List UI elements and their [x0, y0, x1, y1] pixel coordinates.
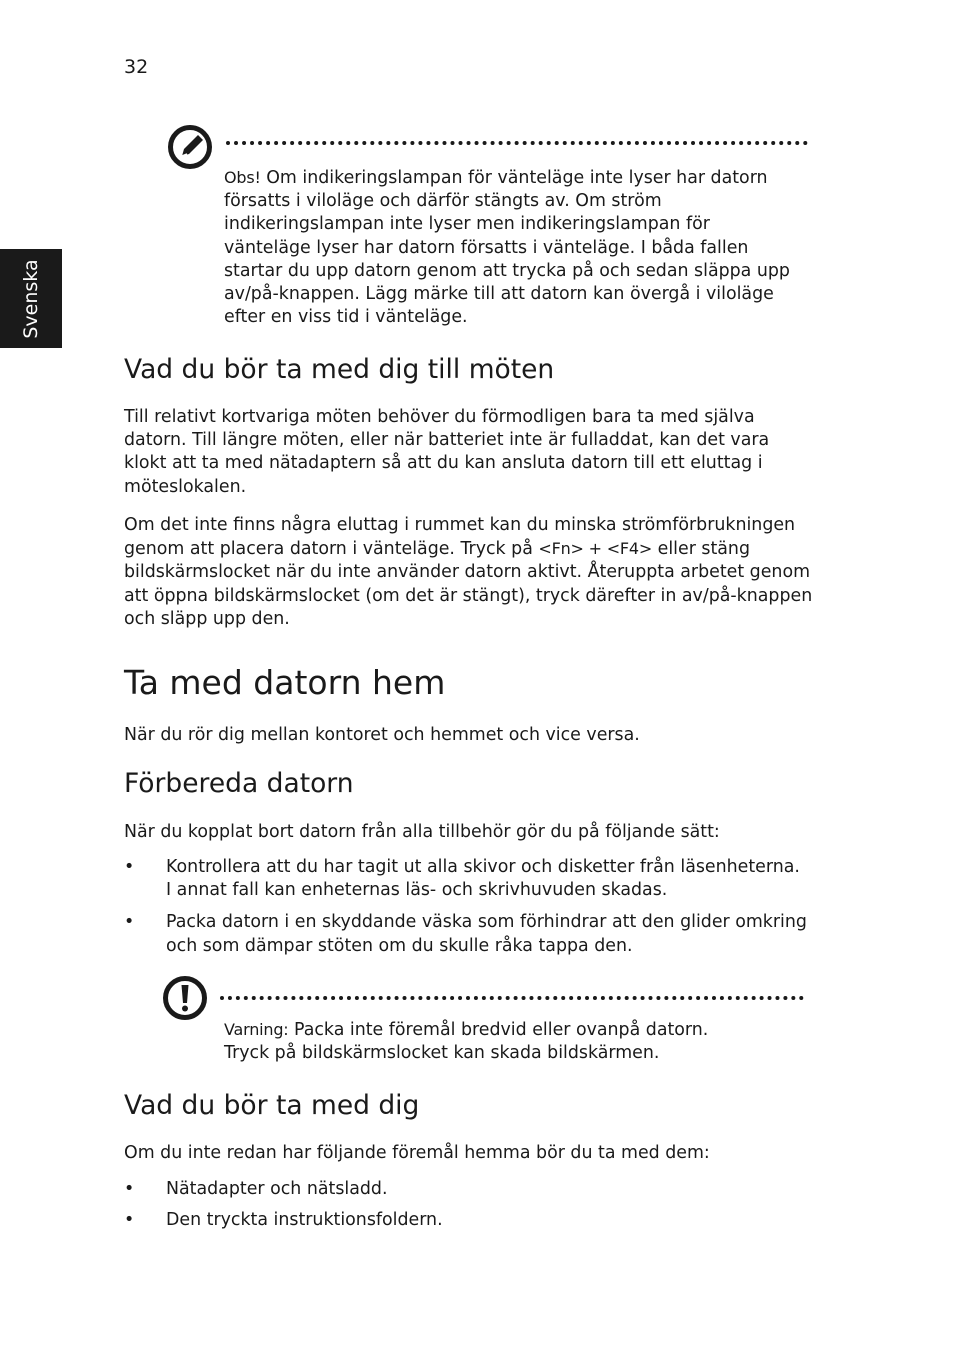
text-line: Till relativt kortvariga möten behöver du förmodligen bara ta med själva: [124, 407, 755, 427]
pen-note-icon: [167, 124, 213, 170]
note-line: Obs! Om indikeringslampan för vänteläge inte lyser har datorn: [224, 168, 768, 188]
section-heading-meetings: Vad du bör ta med dig till möten: [124, 354, 555, 385]
chapter-intro: När du rör dig mellan kontoret och hemmet och vice versa.: [124, 725, 640, 745]
paragraph: [124, 514, 844, 631]
side-tab-label: Svenska: [20, 258, 42, 339]
bullet-list: [124, 856, 844, 958]
note-divider: [226, 141, 808, 145]
list-item-line: Den tryckta instruktionsfoldern.: [166, 1210, 443, 1231]
page-number: 32: [124, 56, 149, 78]
language-side-tab: [0, 249, 62, 348]
bullet-icon: •: [124, 1179, 135, 1199]
note-line: startar du upp datorn genom att trycka på och sedan släppa upp: [224, 260, 790, 281]
list-item-line: I annat fall kan enheternas läs- och skrivhuvuden skadas.: [166, 880, 668, 901]
list-item: [124, 911, 844, 957]
warning-label: Varning:: [224, 1020, 289, 1039]
note-line: försatts i viloläge och därför stängts av. Om ström: [224, 191, 662, 212]
chapter-title: Ta med datorn hem: [124, 663, 446, 702]
bullet-icon: •: [124, 1210, 135, 1231]
note-box: [224, 166, 824, 329]
note-label: Obs!: [224, 168, 261, 187]
text-line: datorn. Till längre möten, eller när batteriet inte är fulladdat, kan det vara: [124, 430, 770, 451]
text-line: bildskärmslocket när du inte använder datorn aktivt. Återuppta arbetet genom: [124, 562, 811, 583]
exclamation-warning-icon: [162, 975, 208, 1021]
list-item-line: och som dämpar stöten om du skulle råka tappa den.: [166, 935, 633, 956]
section-intro: Om du inte redan har följande föremål hemma bör du ta med dem:: [124, 1143, 710, 1163]
note-line: vänteläge lyser har datorn försatts i vänteläge. I båda fallen: [224, 237, 749, 258]
bullet-icon: •: [124, 912, 135, 933]
warning-line: Varning: Packa inte föremål bredvid eller ovanpå datorn.: [224, 1020, 709, 1040]
text-line: och släpp upp den.: [124, 608, 290, 629]
text-line: klokt att ta med nätadaptern så att du kan ansluta datorn till ett eluttag i: [124, 453, 763, 474]
list-item: [124, 1178, 844, 1201]
bullet-list: [124, 1178, 844, 1232]
section-heading-prepare: Förbereda datorn: [124, 768, 354, 799]
list-item-line: Nätadapter och nätsladd.: [166, 1179, 388, 1199]
key-combo: <Fn> + <F4>: [538, 539, 653, 559]
bullet-icon: •: [124, 857, 135, 877]
text-line: Om det inte finns några eluttag i rummet kan du minska strömförbrukningen: [124, 515, 796, 535]
text-line: genom att placera datorn i vänteläge. Tryck på <Fn> + <F4> eller stäng: [124, 539, 750, 560]
list-item: [124, 1209, 844, 1232]
text-line: möteslokalen.: [124, 476, 247, 497]
list-item: [124, 856, 844, 902]
section-heading-bring: Vad du bör ta med dig: [124, 1090, 420, 1121]
warning-box: [224, 1018, 824, 1065]
text-line: att öppna bildskärmslocket (om det är stängt), tryck därefter in av/på-knappen: [124, 585, 813, 606]
warning-divider: [220, 996, 804, 1000]
note-line: efter en viss tid i vänteläge.: [224, 307, 468, 328]
list-item-line: Packa datorn i en skyddande väska som förhindrar att den glider omkring: [166, 912, 807, 933]
warning-line: Tryck på bildskärmslocket kan skada bildskärmen.: [224, 1043, 660, 1064]
section-intro: När du kopplat bort datorn från alla tillbehör gör du på följande sätt:: [124, 822, 720, 842]
paragraph: [124, 406, 844, 499]
note-line: indikeringslampan inte lyser men indikeringslampan för: [224, 214, 710, 235]
list-item-line: Kontrollera att du har tagit ut alla skivor och disketter från läsenheterna.: [166, 857, 800, 877]
note-line: av/på-knappen. Lägg märke till att datorn kan övergå i viloläge: [224, 284, 774, 305]
